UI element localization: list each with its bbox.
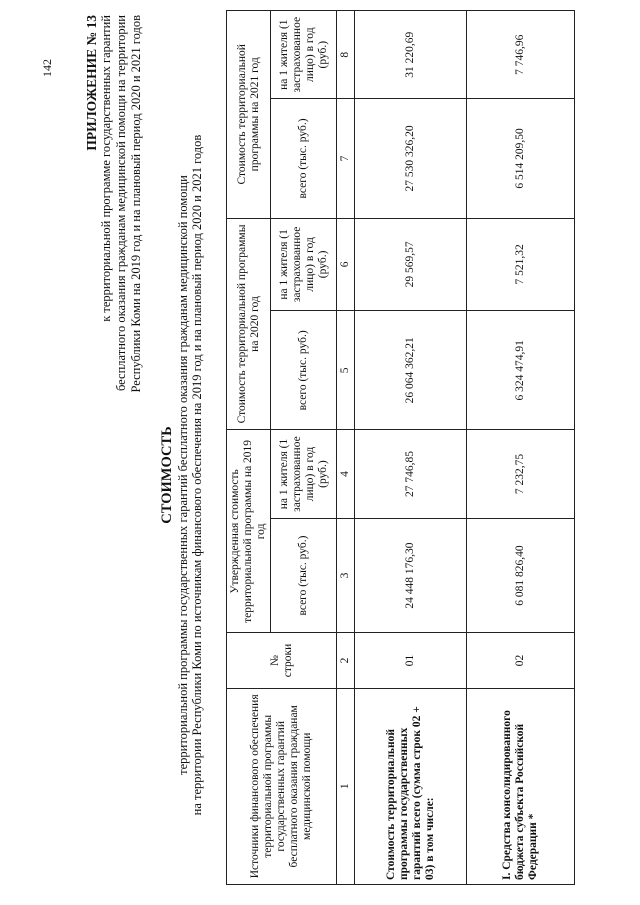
header-per-capita: на 1 жителя (1 застрахованное лицо) в год (руб.): [271, 430, 337, 518]
cell-2021-total: 27 530 326,20: [355, 99, 467, 218]
header-total: всего (тыс. руб.): [271, 311, 337, 430]
cell-2019-per-capita: 7 232,75: [467, 430, 575, 518]
page-number: 142: [40, 59, 54, 77]
cell-2021-per-capita: 7 746,96: [467, 11, 575, 99]
header-per-capita: на 1 жителя (1 застрахованное лицо) в год (руб.): [271, 218, 337, 311]
column-number: 1: [337, 688, 355, 884]
row-source: Стоимость территориальной программы государственных гарантий всего (сумма строк 02 + 03) в том числе:: [355, 688, 467, 884]
appendix-header: [84, 15, 144, 785]
header-2020: Стоимость территориальной программы на 2020 год: [227, 218, 271, 430]
appendix-title: ПРИЛОЖЕНИЕ № 13: [84, 15, 99, 151]
appendix-line: бесплатного оказания гражданам медицинской помощи на территории: [114, 15, 128, 392]
appendix-line: Республики Коми на 2019 год и на плановый период 2020 и 2021 годов: [129, 15, 143, 393]
table-row: [355, 11, 467, 885]
document-title-block: [160, 115, 204, 835]
row-source: I. Средства консолидированного бюджета субъекта Российской Федерации *: [467, 688, 575, 884]
column-number: 5: [337, 311, 355, 430]
cell-2020-per-capita: 29 569,57: [355, 218, 467, 311]
document-subtitle: территориальной программы государственных гарантий бесплатного оказания гражданам медицинской помощи: [176, 175, 190, 775]
cell-2020-total: 6 324 474,91: [467, 311, 575, 430]
column-number: 4: [337, 430, 355, 518]
header-per-capita: на 1 жителя (1 застрахованное лицо) в год (руб.): [271, 11, 337, 99]
cost-table: [226, 10, 575, 885]
column-number: 7: [337, 99, 355, 218]
table-row: [467, 11, 575, 885]
row-number: 01: [355, 633, 467, 688]
column-number: 8: [337, 11, 355, 99]
header-2019: Утвержденная стоимость территориальной программы на 2019 год: [227, 430, 271, 633]
cell-2021-per-capita: 31 220,69: [355, 11, 467, 99]
header-total: всего (тыс. руб.): [271, 518, 337, 633]
cell-2019-per-capita: 27 746,85: [355, 430, 467, 518]
cell-2019-total: 6 081 826,40: [467, 518, 575, 633]
header-source: Источники финансового обеспечения территориальной программы государственных гарантий бесплатного оказания гражданам медицинской помощи: [227, 688, 337, 884]
row-number: 02: [467, 633, 575, 688]
cell-2020-per-capita: 7 521,32: [467, 218, 575, 311]
header-total: всего (тыс. руб.): [271, 99, 337, 218]
column-number: 3: [337, 518, 355, 633]
column-number-row: [337, 11, 355, 885]
document-subtitle: на территории Республики Коми по источникам финансового обеспечения на 2019 год и на плановый период 2020 и 2021 годов: [190, 134, 204, 816]
cell-2020-total: 26 064 362,21: [355, 311, 467, 430]
appendix-line: к территориальной программе государственных гарантий: [99, 15, 113, 322]
header-2021: Стоимость территориальной программы на 2021 год: [227, 11, 271, 219]
column-number: 6: [337, 218, 355, 311]
header-row-number: № строки: [227, 633, 337, 688]
column-number: 2: [337, 633, 355, 688]
cell-2021-total: 6 514 209,50: [467, 99, 575, 218]
document-title: СТОИМОСТЬ: [159, 426, 175, 524]
cell-2019-total: 24 448 176,30: [355, 518, 467, 633]
